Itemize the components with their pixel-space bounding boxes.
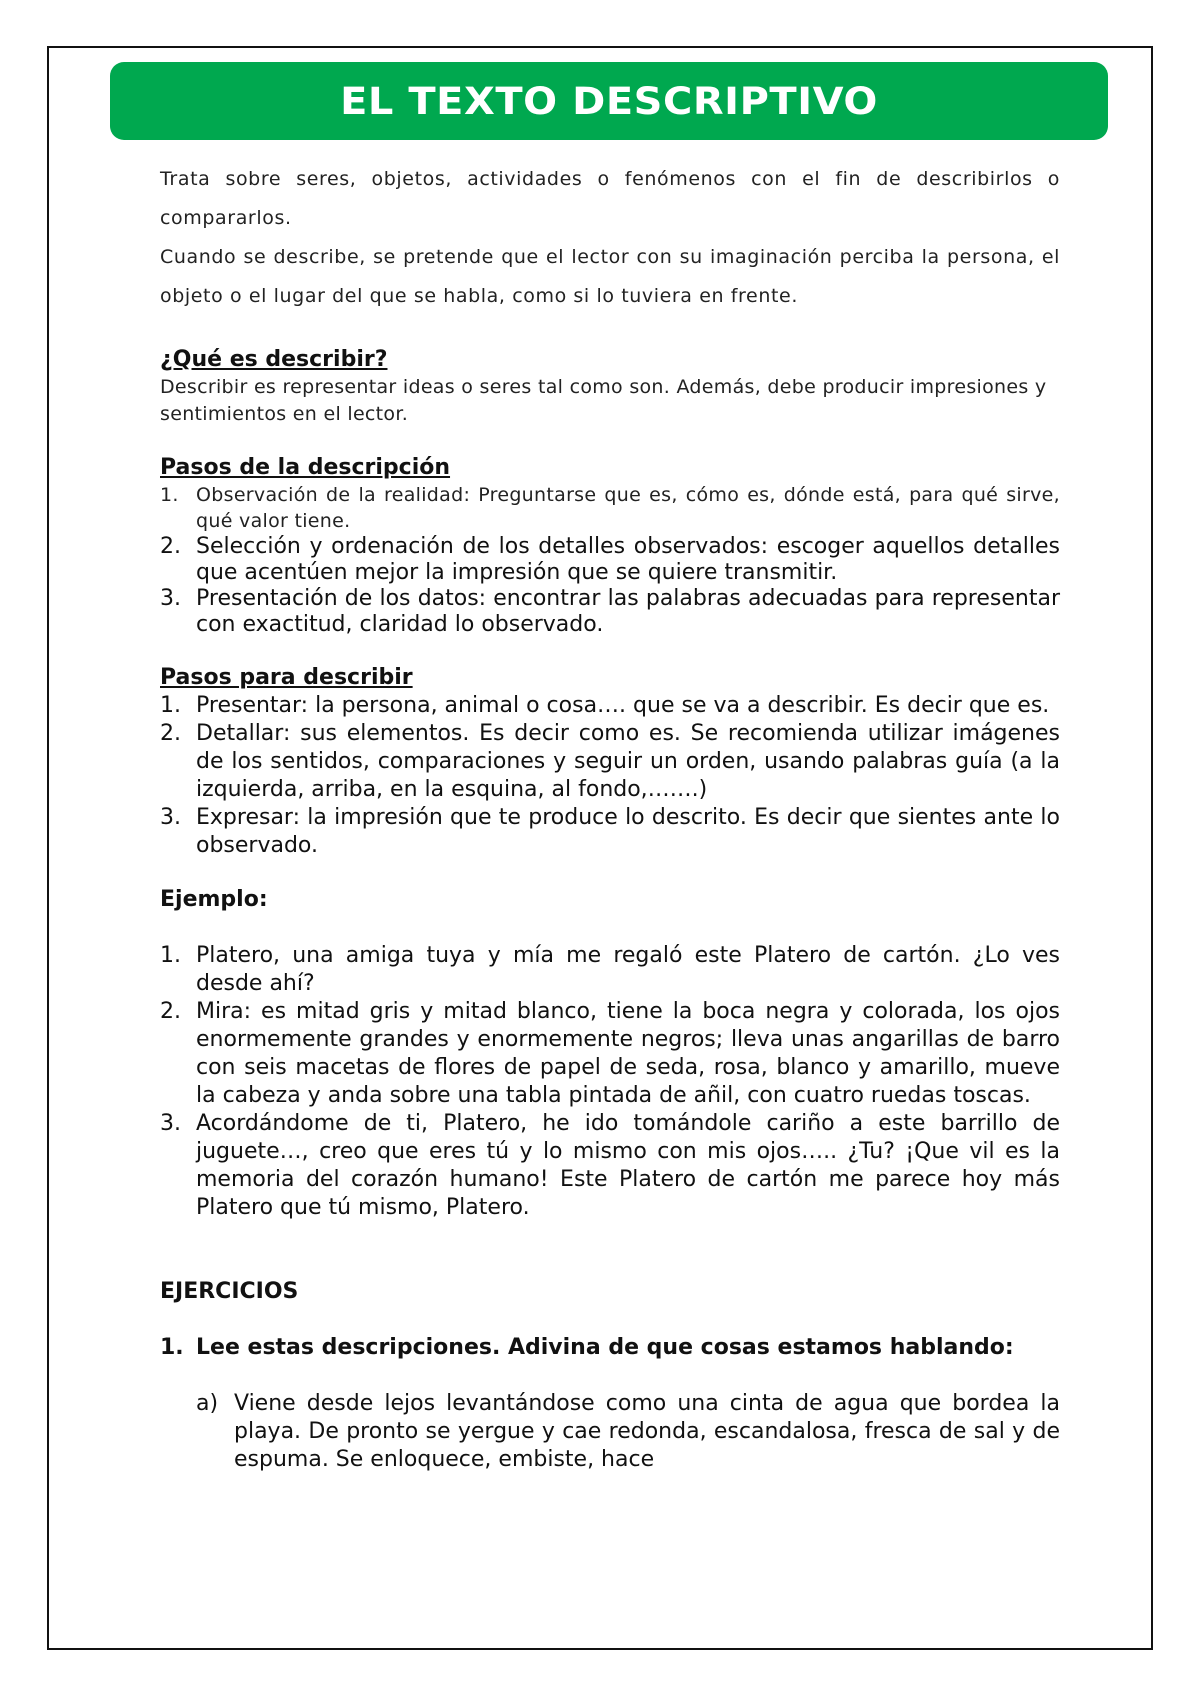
intro-section: [160, 160, 1060, 316]
sub-item-text: Viene desde lejos levantándose como una cinta de agua que bordea la playa. De pronto se yergue y cae redonda, escandalosa, fresca de sal y de espuma. Se enloquece, embiste, hace: [234, 1391, 1060, 1472]
list-item: [160, 1110, 1060, 1222]
exercise-prompt: [160, 1334, 1060, 1362]
list-item: [160, 586, 1060, 638]
exercise-text: Lee estas descripciones. Adivina de que cosas estamos hablando:: [196, 1335, 1014, 1360]
list-number: 1.: [160, 693, 181, 718]
example-heading: Ejemplo:: [160, 887, 268, 912]
pasos-descripcion-heading: Pasos de la descripción: [160, 455, 451, 480]
definition-heading: ¿Qué es describir?: [160, 347, 388, 372]
list-number: 3.: [160, 1111, 181, 1136]
pasos-descripcion-list: [160, 482, 1060, 638]
list-item-text: Observación de la realidad: Preguntarse que es, cómo es, dónde está, para qué sirve, qué valor tiene.: [196, 484, 1060, 532]
pasos-describir-heading: Pasos para describir: [160, 665, 413, 690]
list-item-text: Expresar: la impresión que te produce lo descrito. Es decir que sientes ante lo observado.: [196, 805, 1060, 858]
list-item-text: Acordándome de ti, Platero, he ido tomándole cariño a este barrillo de juguete…, creo que eres tú y lo mismo con mis ojos….. ¿Tu? ¡Que vil es la memoria del corazón humano! Este Platero de cartón me parece hoy más Platero que tú mismo, Platero.: [196, 1111, 1060, 1220]
list-item: [160, 942, 1060, 998]
sub-item-letter: a): [196, 1391, 219, 1416]
list-item-text: Presentar: la persona, animal o cosa…. que se va a describir. Es decir que es.: [196, 693, 1050, 718]
list-item-text: Presentación de los datos: encontrar las palabras adecuadas para representar con exactitud, claridad lo observado.: [196, 586, 1060, 637]
list-item-text: Detallar: sus elementos. Es decir como es. Se recomienda utilizar imágenes de los sentidos, comparaciones y seguir un orden, usando palabras guía (a la izquierda, arriba, en la esquina, al fondo,…….): [196, 721, 1060, 802]
list-number: 3.: [160, 586, 181, 611]
exercise-sub-item: [160, 1390, 1060, 1474]
list-number: 2.: [160, 999, 181, 1024]
list-item: [160, 482, 1060, 534]
list-number: 1.: [160, 943, 181, 968]
document-body: [160, 160, 1060, 1474]
intro-paragraph: Cuando se describe, se pretende que el lector con su imaginación perciba la persona, el objeto o el lugar del que se habla, como si lo tuviera en frente.: [160, 246, 1060, 307]
exercises-heading: EJERCICIOS: [160, 1279, 299, 1304]
list-number: 2.: [160, 721, 181, 746]
list-item: [160, 804, 1060, 860]
list-number: 1.: [160, 484, 179, 506]
list-item: [160, 720, 1060, 804]
list-item-text: Platero, una amiga tuya y mía me regaló este Platero de cartón. ¿Lo ves desde ahí?: [196, 943, 1060, 996]
example-list: [160, 942, 1060, 1222]
intro-paragraph: Trata sobre seres, objetos, actividades o fenómenos con el fin de describirlos o compararlos.: [160, 168, 1060, 229]
definition-text: Describir es representar ideas o seres tal como son. Además, debe producir impresiones y sentimientos en el lector.: [160, 376, 1047, 425]
page-title: EL TEXTO DESCRIPTIVO: [340, 79, 878, 123]
list-item: [160, 692, 1060, 720]
list-item-text: Mira: es mitad gris y mitad blanco, tiene la boca negra y colorada, los ojos enormemente grandes y enormemente negros; lleva unas angarillas de barro con seis macetas de flores de papel de seda, rosa, blanco y amarillo, mueve la cabeza y anda sobre una tabla pintada de añil, con cuatro ruedas toscas.: [196, 999, 1060, 1108]
list-item: [160, 534, 1060, 586]
list-number: 2.: [160, 534, 181, 559]
list-item: [160, 998, 1060, 1110]
list-number: 3.: [160, 805, 181, 830]
list-item-text: Selección y ordenación de los detalles observados: escoger aquellos detalles que acentúen mejor la impresión que se quiere transmitir.: [196, 534, 1060, 585]
exercise-number: 1.: [160, 1335, 184, 1360]
title-banner: [110, 62, 1108, 140]
pasos-describir-list: [160, 692, 1060, 860]
